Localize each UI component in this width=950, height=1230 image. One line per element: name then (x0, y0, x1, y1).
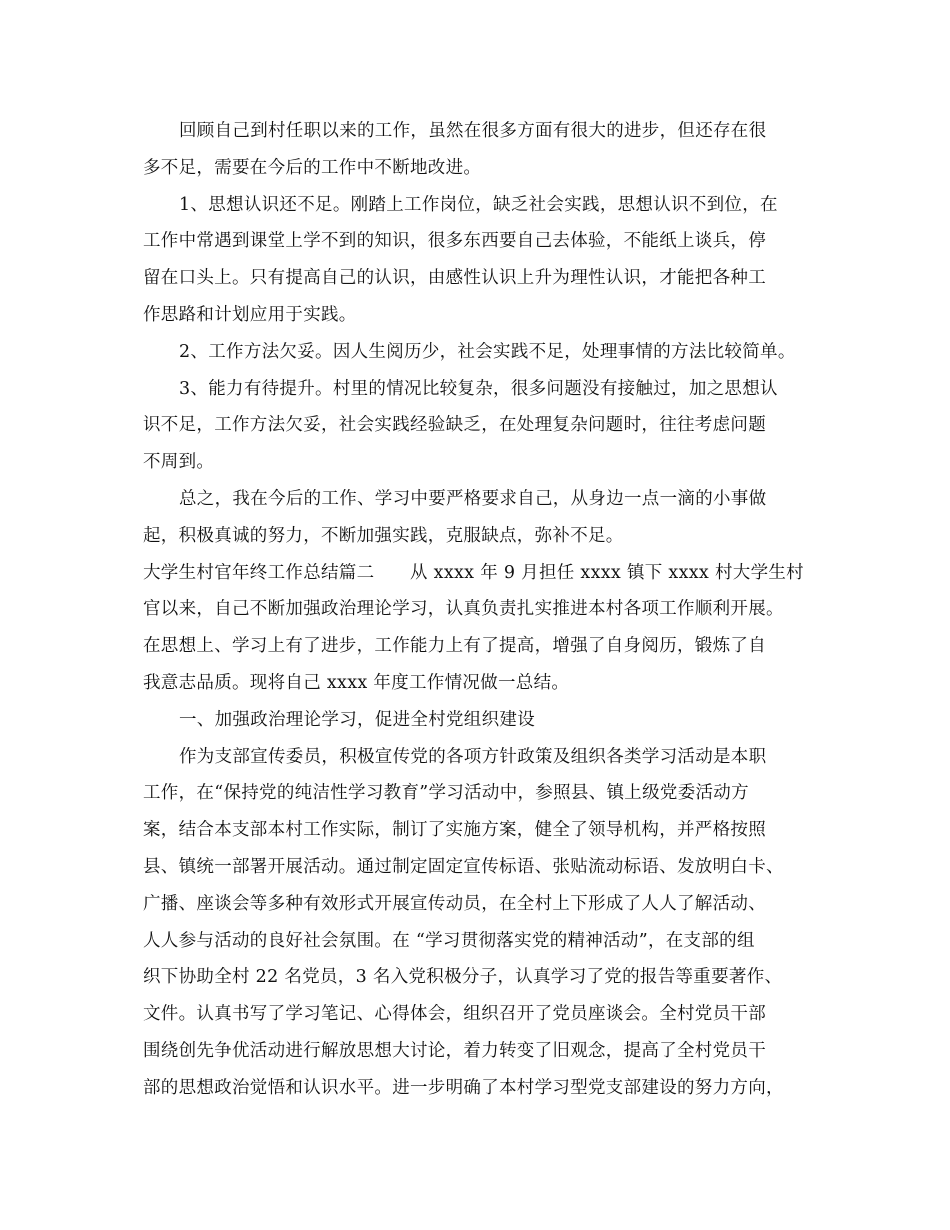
text-line: 广播、座谈会等多种有效形式开展宣传动员，在全村上下形成了人人了解活动、 (143, 893, 766, 914)
paragraph (143, 187, 813, 334)
text-line: 一、加强政治理论学习，促进全村党组织建设 (179, 709, 535, 730)
text-line: 识不足，工作方法欠妥，社会实践经验缺乏，在处理复杂问题时，往往考虑问题 (143, 415, 766, 436)
text-line: 文件。认真书写了学习笔记、心得体会，组织召开了党员座谈会。全村党员干部 (143, 1004, 766, 1025)
text-line: 我意志品质。现将自己 xxxx 年度工作情况做一总结。 (143, 672, 570, 693)
section-heading-paragraph (143, 555, 813, 702)
text-line: 围绕创先争优活动进行解放思想大讨论，着力转变了旧观念，提高了全村党员干 (143, 1040, 766, 1061)
text-line: 1、思想认识还不足。刚踏上工作岗位，缺乏社会实践，思想认识不到位，在 (179, 194, 778, 215)
text-line: 起，积极真诚的努力，不断加强实践，克服缺点，弥补不足。 (143, 525, 624, 546)
text-line: 多不足，需要在今后的工作中不断地改进。 (143, 157, 482, 178)
text-line: 2、工作方法欠妥。因人生阅历少，社会实践不足，处理事情的方法比较简单。 (179, 341, 796, 362)
paragraph (143, 371, 813, 481)
paragraph (143, 481, 813, 555)
text-line: 人人参与活动的良好社会氛围。在 “学习贯彻落实党的精神活动”，在支部的组 (143, 930, 755, 951)
text-line: 作思路和计划应用于实践。 (143, 304, 357, 325)
text-line: 在思想上、学习上有了进步，工作能力上有了提高，增强了自身阅历，锻炼了自 (143, 636, 766, 657)
text-line: 案，结合本支部本村工作实际，制订了实施方案，健全了领导机构，并严格按照 (143, 820, 766, 841)
text-line: 织下协助全村 22 名党员，3 名入党积极分子，认真学习了党的报告等重要著作、 (143, 967, 783, 988)
text-line: 工作中常遇到课堂上学不到的知识，很多东西要自己去体验，不能纸上谈兵，停 (143, 231, 766, 252)
text-line: 部的思想政治觉悟和认识水平。进一步明确了本村学习型党支部建设的努力方向， (143, 1077, 784, 1098)
text-line: 作为支部宣传委员，积极宣传党的各项方针政策及组织各类学习活动是本职 (179, 746, 767, 767)
document-body (143, 113, 813, 1107)
text-line: 县、镇统一部署开展活动。通过制定固定宣传标语、张贴流动标语、发放明白卡、 (143, 856, 784, 877)
text-line: 大学生村官年终工作总结篇二 从 xxxx 年 9 月担任 xxxx 镇下 xxxx 村大学生村 (143, 562, 804, 583)
paragraph (143, 113, 813, 187)
text-line: 工作，在“保持党的纯洁性学习教育”学习活动中，参照县、镇上级党委活动方 (143, 783, 749, 804)
text-line: 总之，我在今后的工作、学习中要严格要求自己，从身边一点一滴的小事做 (179, 488, 767, 509)
text-line: 不周到。 (143, 452, 215, 473)
subheading (143, 702, 813, 739)
text-line: 3、能力有待提升。村里的情况比较复杂，很多问题没有接触过，加之思想认 (179, 378, 778, 399)
text-line: 官以来，自己不断加强政治理论学习，认真负责扎实推进本村各项工作顺利开展。 (143, 599, 784, 620)
paragraph (143, 334, 813, 371)
text-line: 留在口头上。只有提高自己的认识，由感性认识上升为理性认识，才能把各种工 (143, 268, 766, 289)
paragraph (143, 739, 813, 1107)
text-line: 回顾自己到村任职以来的工作，虽然在很多方面有很大的进步，但还存在很 (179, 121, 767, 141)
